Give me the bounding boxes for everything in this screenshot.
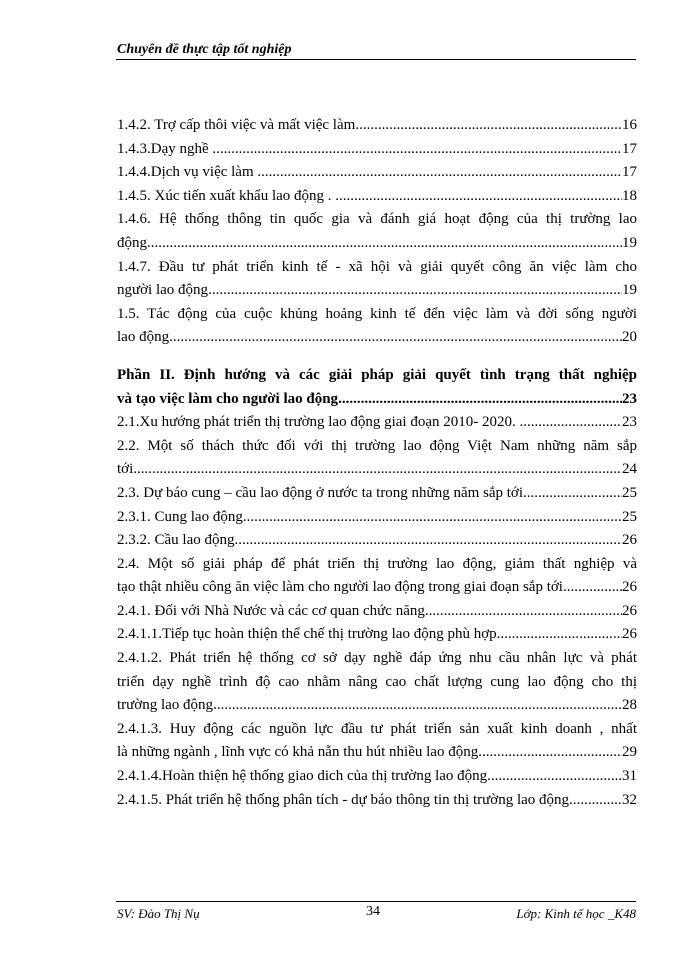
toc-entry[interactable]	[117, 411, 637, 435]
toc-leader-line	[117, 279, 637, 303]
toc-page-number: 16	[622, 117, 637, 133]
toc-entry-title: tạo thật nhiều công ăn việc làm cho người lao động trong giai đoạn sắp tới..	[117, 579, 571, 596]
toc-entry-title: 2.4.1.1.Tiếp tục hoàn thiện thể chế thị trường lao động phù hợp.	[117, 626, 501, 643]
toc-page-number: 19	[622, 282, 637, 299]
toc-leader-line	[117, 114, 637, 138]
toc-entry-title: và tạo việc làm cho người lao động	[117, 390, 339, 407]
toc-leader-line	[117, 411, 637, 435]
dot-leader	[243, 506, 622, 530]
toc-page-number: 29	[622, 744, 637, 761]
dot-leader	[487, 765, 622, 789]
toc-entry[interactable]	[117, 506, 637, 530]
dot-leader	[261, 161, 622, 185]
toc-leader-line	[117, 765, 637, 789]
toc-entry[interactable]	[117, 718, 637, 765]
toc-line: 1.4.7. Đầu tư phát triển kinh tế - xã hội và giải quyết công ăn việc làm cho	[117, 258, 637, 275]
toc-entry-title: 2.1.Xu hướng phát triển thị trường lao động giai đoạn 2010- 2020. .	[117, 414, 524, 431]
toc-leader-line	[117, 138, 637, 162]
dot-leader	[339, 185, 622, 209]
toc-entry-title: 2.4.1.4.Hoàn thiện hệ thống giao dich của thị trường lao động	[117, 768, 488, 785]
dot-leader	[208, 279, 622, 303]
footer-student-name: SV: Đào Thị Nụ	[117, 906, 200, 921]
dot-leader	[527, 482, 622, 506]
dot-leader	[523, 411, 622, 435]
toc-leader-line	[117, 482, 637, 506]
toc-group-part1	[117, 114, 637, 350]
toc-line: 2.4. Một số giải pháp để phát triển thị trường lao động, giảm thất nghiệp và	[117, 555, 637, 572]
toc-leader-line	[117, 623, 637, 647]
toc-entry[interactable]	[117, 435, 637, 482]
toc-entry-title: tới.	[117, 461, 138, 478]
toc-leader-line	[117, 326, 637, 350]
toc-leader-line	[117, 458, 637, 482]
dot-leader	[338, 388, 622, 412]
toc-leader-line	[117, 576, 637, 600]
dot-leader	[137, 458, 622, 482]
toc-entry[interactable]	[117, 482, 637, 506]
toc-entry-title: trường lao động	[117, 697, 214, 714]
dot-leader	[355, 114, 622, 138]
toc-page-number: 24	[622, 461, 637, 478]
toc-page-number: 19	[622, 234, 637, 251]
toc-page-number: 26	[622, 532, 637, 549]
toc-entry[interactable]	[117, 256, 637, 303]
toc-entry[interactable]	[117, 789, 637, 813]
footer-rule	[116, 901, 636, 902]
toc-entry[interactable]	[117, 161, 637, 185]
toc-page-number: 23	[622, 414, 637, 431]
toc-entry[interactable]	[117, 208, 637, 255]
toc-entry-title: 1.4.3.Dạy nghề .	[117, 140, 217, 157]
toc-entry[interactable]	[117, 185, 637, 209]
toc-line: 2.4.1.2. Phát triển hệ thống cơ sở dạy nghề đáp ứng nhu cầu nhân lực và phát	[117, 650, 637, 667]
toc-line: 1.5. Tác động của cuộc khủng hoảng kinh tế đến việc làm và đời sống người	[117, 305, 637, 322]
dot-leader	[216, 138, 622, 162]
toc-entry[interactable]	[117, 138, 637, 162]
toc-line: 1.4.6. Hệ thống thông tin quốc gia và đánh giá hoạt động của thị trường lao	[117, 211, 637, 228]
toc-entry-title: 2.3. Dự báo cung – cầu lao động ở nước ta trong những năm sắp tới.	[117, 484, 527, 501]
footer-class: Lớp: Kinh tế học _K48	[516, 906, 636, 921]
toc-page-number: 17	[622, 164, 637, 181]
toc-entry[interactable]	[117, 623, 637, 647]
toc-page-number: 18	[622, 187, 637, 204]
toc-entry-title: động	[117, 234, 147, 251]
toc-entry-title: 1.4.2. Trợ cấp thôi việc và mất việc làm	[117, 117, 356, 133]
toc-entry[interactable]	[117, 529, 637, 553]
toc-leader-line	[117, 600, 637, 624]
toc-entry[interactable]	[117, 553, 637, 600]
toc-leader-line	[117, 529, 637, 553]
toc-entry-title: là những ngành , lĩnh vực có khả nẵn thu hút nhiều lao động.	[117, 744, 482, 761]
toc-page-number: 25	[622, 484, 637, 501]
toc-entry-title: 2.4.1.5. Phát triển hệ thống phân tích - dự báo thông tin thị trường lao động.	[117, 791, 573, 808]
toc-entry-title: 1.4.5. Xúc tiến xuất khẩu lao động . .	[117, 187, 340, 204]
toc-line: 2.4.1.3. Huy động các nguồn lực đầu tư phát triển sản xuất kinh doanh , nhất	[117, 720, 637, 737]
header-title: Chuyên đề thực tập tốt nghiệp	[117, 42, 292, 57]
dot-leader	[570, 576, 622, 600]
toc-leader-line	[117, 232, 637, 256]
toc-page-number: 25	[622, 508, 637, 525]
toc-entry-title: người lao động	[117, 282, 209, 299]
toc-leader-line	[117, 741, 637, 765]
toc-page-number: 31	[622, 768, 637, 785]
toc-entry[interactable]	[117, 114, 637, 138]
toc-group-part2	[117, 411, 637, 812]
section-gap	[117, 350, 637, 364]
dot-leader	[429, 600, 622, 624]
footer-page-number: 34	[366, 904, 380, 919]
dot-leader	[573, 789, 622, 813]
toc-entry[interactable]	[117, 647, 637, 718]
toc-line: triển dạy nghề trình độ cao nhằm nâng cao chất lượng cung lao động cho thị	[117, 673, 637, 690]
toc-leader-line	[117, 185, 637, 209]
dot-leader	[169, 326, 622, 350]
toc-page-number: 26	[622, 579, 637, 596]
toc-line: 2.2. Một số thách thức đối với thị trường lao động Việt Nam những năm sắp	[117, 437, 637, 454]
toc-leader-line	[117, 506, 637, 530]
toc-entry-title: 1.4.4.Dịch vụ việc làm .	[117, 164, 262, 181]
toc-leader-line	[117, 388, 637, 412]
toc-entry-part2-heading[interactable]	[117, 364, 637, 411]
toc-page-number: 32	[622, 791, 637, 808]
toc-page-number: 26	[622, 626, 637, 643]
dot-leader	[238, 529, 622, 553]
toc-entry[interactable]	[117, 303, 637, 350]
toc-entry-title: 2.4.1. Đối với Nhà Nước và các cơ quan chức năng.	[117, 602, 429, 619]
dot-leader	[482, 741, 622, 765]
toc-entry-title: 2.3.2. Cầu lao động.	[117, 532, 239, 549]
toc-page-number: 23	[622, 390, 637, 407]
table-of-contents	[117, 114, 637, 812]
toc-entry[interactable]	[117, 600, 637, 624]
dot-leader	[213, 694, 622, 718]
toc-page-number: 26	[622, 602, 637, 619]
toc-line: Phần II. Định hướng và các giải pháp giải quyết tình trạng thất nghiệp	[117, 366, 637, 383]
toc-entry-title: 2.3.1. Cung lao động	[117, 508, 243, 525]
toc-page-number: 28	[622, 697, 637, 714]
toc-leader-line	[117, 789, 637, 813]
toc-page-number: 20	[622, 329, 637, 346]
toc-leader-line	[117, 694, 637, 718]
toc-leader-line	[117, 161, 637, 185]
dot-leader	[500, 623, 622, 647]
header-rule	[116, 59, 636, 60]
toc-page-number: 17	[622, 140, 637, 157]
toc-entry[interactable]	[117, 765, 637, 789]
dot-leader	[147, 232, 622, 256]
toc-entry-title: lao động	[117, 329, 170, 346]
